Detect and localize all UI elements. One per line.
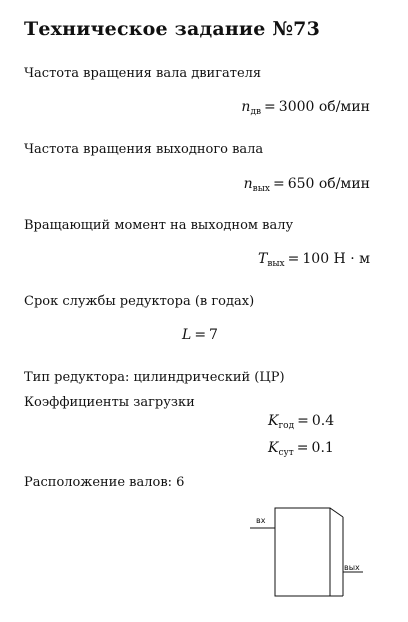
output-torque-value: 100 Н · м [302, 251, 370, 267]
motor-speed-subscript: дв [250, 107, 262, 117]
reducer-top-edge [330, 508, 343, 517]
load-coefficients-label: Коэффициенты загрузки [24, 395, 195, 410]
equals-sign: = [297, 413, 309, 429]
output-torque-symbol: T [257, 251, 268, 267]
equals-sign: = [296, 440, 309, 456]
daily-load-subscript: сут [278, 448, 294, 458]
service-life-symbol: L [182, 327, 192, 343]
output-speed-value: 650 об/мин [287, 176, 370, 192]
shaft-arrangement-label: Расположение валов: 6 [24, 475, 185, 490]
equals-sign: = [264, 99, 276, 115]
service-life-value: 7 [209, 327, 218, 343]
daily-load-value: 0.1 [311, 440, 334, 456]
motor-speed-symbol: n [241, 99, 251, 115]
output-speed-subscript: вых [252, 184, 270, 194]
daily-load-symbol: K [268, 440, 279, 456]
output-shaft-label: вых [344, 563, 360, 572]
reducer-type-label: Тип редуктора: цилиндрический (ЦР) [24, 370, 285, 385]
reducer-front-face [275, 508, 330, 596]
input-shaft-label: вх [256, 516, 266, 525]
annual-load-value: 0.4 [311, 413, 335, 429]
document-title: Техническое задание №73 [24, 18, 321, 40]
equals-sign: = [272, 176, 285, 192]
equals-sign: = [194, 327, 207, 343]
motor-speed-label: Частота вращения вала двигателя [24, 66, 262, 81]
output-speed-label: Частота вращения выходного вала [24, 142, 264, 157]
output-speed-symbol: n [243, 176, 253, 192]
annual-load-subscript: год [278, 421, 295, 431]
service-life-label: Срок службы редуктора (в годах) [24, 294, 255, 309]
output-torque-subscript: вых [267, 259, 285, 269]
motor-speed-value: 3000 об/мин [278, 99, 370, 115]
equals-sign: = [287, 251, 300, 267]
annual-load-symbol: K [268, 413, 279, 429]
output-torque-label: Вращающий момент на выходном валу [24, 218, 294, 233]
